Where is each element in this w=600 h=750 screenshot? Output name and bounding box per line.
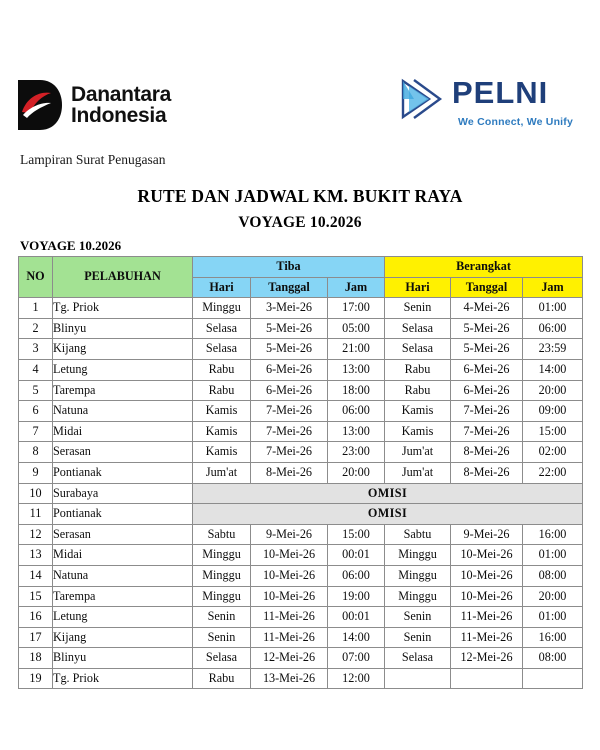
cell-tiba-jam: 07:00 — [328, 648, 385, 669]
pelni-logo — [400, 76, 590, 138]
cell-port: Tg. Priok — [53, 298, 193, 319]
cell-berangkat-hari: Senin — [385, 607, 451, 628]
cell-tiba-jam: 12:00 — [328, 668, 385, 689]
col-header-pelabuhan: PELABUHAN — [53, 257, 193, 298]
cell-berangkat-tanggal: 7-Mei-26 — [451, 421, 523, 442]
cell-berangkat-tanggal: 5-Mei-26 — [451, 339, 523, 360]
table-row — [19, 421, 583, 442]
cell-berangkat-tanggal: 6-Mei-26 — [451, 380, 523, 401]
col-header-tiba-jam: Jam — [328, 277, 385, 298]
table-row — [19, 524, 583, 545]
table-row — [19, 298, 583, 319]
cell-no: 10 — [19, 483, 53, 504]
cell-no: 5 — [19, 380, 53, 401]
cell-tiba-jam: 00:01 — [328, 545, 385, 566]
pelni-arrow-icon — [400, 78, 446, 120]
cell-berangkat-tanggal: 11-Mei-26 — [451, 607, 523, 628]
cell-tiba-hari: Minggu — [193, 565, 251, 586]
cell-port: Surabaya — [53, 483, 193, 504]
cell-port: Natuna — [53, 401, 193, 422]
cell-tiba-jam: 23:00 — [328, 442, 385, 463]
danantara-logo — [18, 80, 171, 130]
cell-berangkat-hari: Rabu — [385, 359, 451, 380]
cell-no: 12 — [19, 524, 53, 545]
cell-port: Serasan — [53, 524, 193, 545]
cell-berangkat-hari: Selasa — [385, 339, 451, 360]
cell-tiba-hari: Rabu — [193, 359, 251, 380]
table-row — [19, 318, 583, 339]
cell-omisi: OMISI — [193, 483, 583, 504]
table-row — [19, 565, 583, 586]
cell-tiba-tanggal: 6-Mei-26 — [251, 380, 328, 401]
cell-berangkat-jam: 20:00 — [523, 586, 583, 607]
cell-no: 4 — [19, 359, 53, 380]
cell-berangkat-jam: 09:00 — [523, 401, 583, 422]
cell-port: Tg. Priok — [53, 668, 193, 689]
cell-berangkat-hari — [385, 668, 451, 689]
cell-berangkat-hari: Senin — [385, 298, 451, 319]
title-block — [0, 186, 600, 232]
col-group-tiba: Tiba — [193, 257, 385, 278]
cell-berangkat-jam: 01:00 — [523, 607, 583, 628]
cell-berangkat-hari: Selasa — [385, 318, 451, 339]
cell-berangkat-hari: Minggu — [385, 565, 451, 586]
cell-tiba-hari: Minggu — [193, 586, 251, 607]
cell-berangkat-hari: Kamis — [385, 401, 451, 422]
col-header-tiba-hari: Hari — [193, 277, 251, 298]
cell-berangkat-tanggal: 10-Mei-26 — [451, 586, 523, 607]
cell-tiba-jam: 20:00 — [328, 462, 385, 483]
cell-berangkat-jam: 01:00 — [523, 545, 583, 566]
cell-port: Blinyu — [53, 648, 193, 669]
col-header-berangkat-hari: Hari — [385, 277, 451, 298]
cell-no: 3 — [19, 339, 53, 360]
cell-tiba-tanggal: 7-Mei-26 — [251, 401, 328, 422]
danantara-line-1: Danantara — [71, 82, 172, 106]
table-row — [19, 483, 583, 504]
cell-tiba-tanggal: 3-Mei-26 — [251, 298, 328, 319]
cell-tiba-hari: Senin — [193, 627, 251, 648]
cell-berangkat-jam: 23:59 — [523, 339, 583, 360]
cell-tiba-hari: Rabu — [193, 380, 251, 401]
table-row — [19, 359, 583, 380]
cell-berangkat-tanggal: 5-Mei-26 — [451, 318, 523, 339]
cell-port: Pontianak — [53, 504, 193, 525]
cell-no: 13 — [19, 545, 53, 566]
cell-no: 17 — [19, 627, 53, 648]
cell-no: 8 — [19, 442, 53, 463]
cell-tiba-jam: 17:00 — [328, 298, 385, 319]
cell-tiba-tanggal: 10-Mei-26 — [251, 565, 328, 586]
cell-berangkat-tanggal: 7-Mei-26 — [451, 401, 523, 422]
cell-berangkat-tanggal: 4-Mei-26 — [451, 298, 523, 319]
schedule-table-wrapper — [18, 256, 582, 689]
cell-berangkat-jam: 16:00 — [523, 524, 583, 545]
pelni-wordmark: PELNI — [452, 75, 549, 110]
col-group-berangkat: Berangkat — [385, 257, 583, 278]
cell-berangkat-tanggal: 11-Mei-26 — [451, 627, 523, 648]
cell-port: Kijang — [53, 627, 193, 648]
cell-no: 14 — [19, 565, 53, 586]
cell-tiba-hari: Kamis — [193, 401, 251, 422]
cell-tiba-jam: 21:00 — [328, 339, 385, 360]
cell-tiba-hari: Sabtu — [193, 524, 251, 545]
logo-header — [0, 72, 600, 142]
cell-tiba-hari: Kamis — [193, 421, 251, 442]
cell-berangkat-jam: 02:00 — [523, 442, 583, 463]
cell-tiba-tanggal: 10-Mei-26 — [251, 586, 328, 607]
table-row — [19, 607, 583, 628]
col-header-berangkat-tanggal: Tanggal — [451, 277, 523, 298]
cell-port: Pontianak — [53, 462, 193, 483]
cell-tiba-jam: 15:00 — [328, 524, 385, 545]
cell-tiba-tanggal: 7-Mei-26 — [251, 442, 328, 463]
cell-berangkat-jam: 08:00 — [523, 565, 583, 586]
cell-port: Kijang — [53, 339, 193, 360]
pelni-tagline: We Connect, We Unify — [458, 116, 574, 128]
cell-tiba-tanggal: 13-Mei-26 — [251, 668, 328, 689]
cell-tiba-tanggal: 7-Mei-26 — [251, 421, 328, 442]
cell-tiba-tanggal: 8-Mei-26 — [251, 462, 328, 483]
cell-berangkat-hari: Jum'at — [385, 442, 451, 463]
cell-tiba-tanggal: 11-Mei-26 — [251, 607, 328, 628]
cell-port: Tarempa — [53, 586, 193, 607]
cell-tiba-hari: Minggu — [193, 298, 251, 319]
cell-berangkat-hari: Sabtu — [385, 524, 451, 545]
cell-no: 16 — [19, 607, 53, 628]
col-header-no: NO — [19, 257, 53, 298]
cell-berangkat-jam: 01:00 — [523, 298, 583, 319]
cell-port: Blinyu — [53, 318, 193, 339]
cell-tiba-jam: 06:00 — [328, 565, 385, 586]
cell-tiba-jam: 13:00 — [328, 359, 385, 380]
cell-tiba-tanggal: 5-Mei-26 — [251, 339, 328, 360]
cell-tiba-hari: Rabu — [193, 668, 251, 689]
table-row — [19, 380, 583, 401]
col-header-berangkat-jam: Jam — [523, 277, 583, 298]
cell-berangkat-jam: 08:00 — [523, 648, 583, 669]
cell-berangkat-hari: Minggu — [385, 586, 451, 607]
table-body — [19, 298, 583, 689]
cell-tiba-tanggal: 6-Mei-26 — [251, 359, 328, 380]
cell-no: 9 — [19, 462, 53, 483]
cell-berangkat-jam: 06:00 — [523, 318, 583, 339]
cell-berangkat-hari: Minggu — [385, 545, 451, 566]
table-row — [19, 648, 583, 669]
cell-port: Tarempa — [53, 380, 193, 401]
cell-berangkat-jam: 16:00 — [523, 627, 583, 648]
table-row — [19, 668, 583, 689]
cell-port: Letung — [53, 607, 193, 628]
table-row — [19, 339, 583, 360]
cell-tiba-tanggal: 9-Mei-26 — [251, 524, 328, 545]
cell-berangkat-tanggal: 6-Mei-26 — [451, 359, 523, 380]
cell-no: 7 — [19, 421, 53, 442]
cell-tiba-hari: Selasa — [193, 339, 251, 360]
cell-berangkat-hari: Kamis — [385, 421, 451, 442]
table-row — [19, 401, 583, 422]
cell-berangkat-tanggal: 8-Mei-26 — [451, 442, 523, 463]
cell-no: 11 — [19, 504, 53, 525]
cell-berangkat-jam: 22:00 — [523, 462, 583, 483]
lampiran-caption: Lampiran Surat Penugasan — [20, 152, 166, 167]
cell-tiba-jam: 05:00 — [328, 318, 385, 339]
cell-berangkat-tanggal: 9-Mei-26 — [451, 524, 523, 545]
cell-omisi: OMISI — [193, 504, 583, 525]
cell-berangkat-hari: Selasa — [385, 648, 451, 669]
cell-tiba-jam: 18:00 — [328, 380, 385, 401]
cell-no: 2 — [19, 318, 53, 339]
table-row — [19, 545, 583, 566]
schedule-table — [18, 256, 583, 689]
cell-no: 15 — [19, 586, 53, 607]
cell-port: Midai — [53, 421, 193, 442]
cell-tiba-hari: Senin — [193, 607, 251, 628]
table-head — [19, 257, 583, 298]
danantara-mark-icon — [18, 80, 62, 130]
danantara-wordmark — [71, 84, 171, 127]
cell-berangkat-jam: 14:00 — [523, 359, 583, 380]
cell-berangkat-tanggal: 10-Mei-26 — [451, 565, 523, 586]
cell-no: 19 — [19, 668, 53, 689]
cell-no: 6 — [19, 401, 53, 422]
voyage-label: VOYAGE 10.2026 — [20, 238, 122, 253]
cell-tiba-hari: Selasa — [193, 318, 251, 339]
table-row — [19, 586, 583, 607]
cell-port: Natuna — [53, 565, 193, 586]
cell-berangkat-tanggal: 8-Mei-26 — [451, 462, 523, 483]
cell-tiba-hari: Minggu — [193, 545, 251, 566]
table-row — [19, 462, 583, 483]
table-row — [19, 442, 583, 463]
cell-berangkat-tanggal: 10-Mei-26 — [451, 545, 523, 566]
cell-berangkat-tanggal — [451, 668, 523, 689]
cell-tiba-jam: 13:00 — [328, 421, 385, 442]
cell-berangkat-hari: Senin — [385, 627, 451, 648]
cell-tiba-tanggal: 11-Mei-26 — [251, 627, 328, 648]
cell-tiba-hari: Kamis — [193, 442, 251, 463]
table-row — [19, 504, 583, 525]
cell-tiba-jam: 19:00 — [328, 586, 385, 607]
cell-berangkat-tanggal: 12-Mei-26 — [451, 648, 523, 669]
table-row — [19, 627, 583, 648]
cell-no: 1 — [19, 298, 53, 319]
cell-port: Serasan — [53, 442, 193, 463]
cell-tiba-jam: 00:01 — [328, 607, 385, 628]
cell-berangkat-hari: Rabu — [385, 380, 451, 401]
cell-tiba-jam: 14:00 — [328, 627, 385, 648]
cell-port: Letung — [53, 359, 193, 380]
page-title: RUTE DAN JADWAL KM. BUKIT RAYA — [137, 186, 463, 206]
cell-tiba-hari: Selasa — [193, 648, 251, 669]
cell-port: Midai — [53, 545, 193, 566]
cell-tiba-jam: 06:00 — [328, 401, 385, 422]
cell-no: 18 — [19, 648, 53, 669]
cell-tiba-tanggal: 12-Mei-26 — [251, 648, 328, 669]
page-subtitle: VOYAGE 10.2026 — [238, 214, 362, 231]
cell-berangkat-jam: 20:00 — [523, 380, 583, 401]
cell-berangkat-jam — [523, 668, 583, 689]
danantara-line-2: Indonesia — [71, 104, 167, 127]
cell-tiba-hari: Jum'at — [193, 462, 251, 483]
cell-berangkat-hari: Jum'at — [385, 462, 451, 483]
cell-tiba-tanggal: 10-Mei-26 — [251, 545, 328, 566]
cell-tiba-tanggal: 5-Mei-26 — [251, 318, 328, 339]
table-header-row-1 — [19, 257, 583, 278]
cell-berangkat-jam: 15:00 — [523, 421, 583, 442]
col-header-tiba-tanggal: Tanggal — [251, 277, 328, 298]
